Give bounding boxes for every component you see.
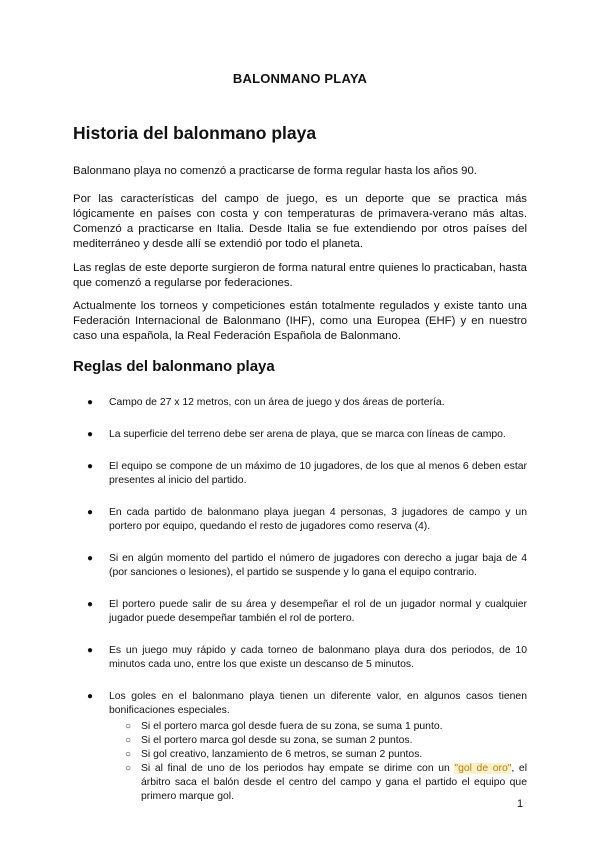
highlighted-term: "gol de oro" <box>454 763 512 774</box>
rule-text: El equipo se compone de un máximo de 10 jugadores, de los que al menos 6 deben estar presentes al inicio del partido. <box>109 461 527 486</box>
sub-rule-text: Si el portero marca gol desde su zona, se suman 2 puntos. <box>141 735 413 746</box>
section-heading-historia: Historia del balonmano playa <box>73 123 317 143</box>
paragraph: Las reglas de este deporte surgieron de forma natural entre quienes lo practicaban, hasta que comenzó a regularse por federaciones. <box>73 262 527 289</box>
bullet-icon: ● <box>87 553 94 564</box>
bullet-icon: ● <box>87 507 94 518</box>
paragraph: Balonmano playa no comenzó a practicarse de forma regular hasta los años 90. <box>73 165 477 177</box>
list-item <box>73 644 527 672</box>
rule-text: El portero puede salir de su área y desempeñar el rol de un jugador normal y cualquier jugador puede desempeñar también el rol de portero. <box>109 599 527 624</box>
rule-text: En cada partido de balonmano playa juegan 4 personas, 3 jugadores de campo y un portero por equipo, quedando el resto de jugadores como reserva (4). <box>109 507 527 532</box>
rule-text: Los goles en el balonmano playa tienen un diferente valor, en algunos casos tienen bonificaciones especiales. <box>109 691 527 716</box>
list-item <box>73 552 527 580</box>
list-item <box>73 506 527 534</box>
rule-text: Campo de 27 x 12 metros, con un área de juego y dos áreas de portería. <box>109 397 445 408</box>
bullet-icon: ● <box>87 461 94 472</box>
circle-bullet-icon: ○ <box>125 749 132 760</box>
bullet-icon: ● <box>87 645 94 656</box>
paragraph: Por las características del campo de juego, es un deporte que se practica más lógicamente en países con costa y con temperaturas de primavera-verano más altas. Comenzó a practicarse en Italia. Desde Italia se fue extendiendo por otros países del mediterráneo y desde allí se extendió por todo el planeta. <box>73 193 527 250</box>
sub-rule-text-before: Si al final de uno de los periodos hay empate se dirime con un <box>141 763 455 774</box>
sub-list-item <box>109 734 527 748</box>
bullet-icon: ● <box>87 429 94 440</box>
rules-list <box>73 396 527 822</box>
list-item <box>73 598 527 626</box>
list-item <box>73 460 527 488</box>
document-title: BALONMANO PLAYA <box>232 71 368 86</box>
goal-scoring-sublist <box>109 720 527 804</box>
rule-text: Si en algún momento del partido el número de jugadores con derecho a jugar baja de 4 (por sanciones o lesiones), el partido se suspende y lo gana el equipo contrario. <box>109 553 527 578</box>
list-item <box>73 690 527 804</box>
circle-bullet-icon: ○ <box>125 735 132 746</box>
sub-list-item <box>109 720 527 734</box>
sub-list-item <box>109 748 527 762</box>
circle-bullet-icon: ○ <box>125 763 132 774</box>
page-number: 1 <box>517 798 524 810</box>
list-item <box>73 396 527 410</box>
bullet-icon: ● <box>87 397 94 408</box>
rule-text: Es un juego muy rápido y cada torneo de balonmano playa dura dos periodos, de 10 minutos cada uno, entre los que existe un descanso de 5 minutos. <box>109 645 527 670</box>
paragraph: Actualmente los torneos y competiciones están totalmente regulados y existe tanto una Federación Internacional de Balonmano (IHF), como una Europea (EHF) y en nuestro caso una española, la Real Federación Española de Balonmano. <box>73 300 527 342</box>
bullet-icon: ● <box>87 599 94 610</box>
sub-rule-text-after: , el árbitro saca el balón desde el centro del campo y gana el partido el equipo que primero marque gol. <box>141 763 527 802</box>
list-item <box>73 428 527 442</box>
sub-rule-text: Si el portero marca gol desde fuera de su zona, se suma 1 punto. <box>141 721 443 732</box>
rule-text: La superficie del terreno debe ser arena de playa, que se marca con líneas de campo. <box>109 429 506 440</box>
section-heading-reglas: Reglas del balonmano playa <box>73 358 275 375</box>
sub-rule-text: Si gol creativo, lanzamiento de 6 metros, se suman 2 puntos. <box>141 749 423 760</box>
bullet-icon: ● <box>87 691 94 702</box>
sub-list-item <box>109 762 527 804</box>
circle-bullet-icon: ○ <box>125 721 132 732</box>
